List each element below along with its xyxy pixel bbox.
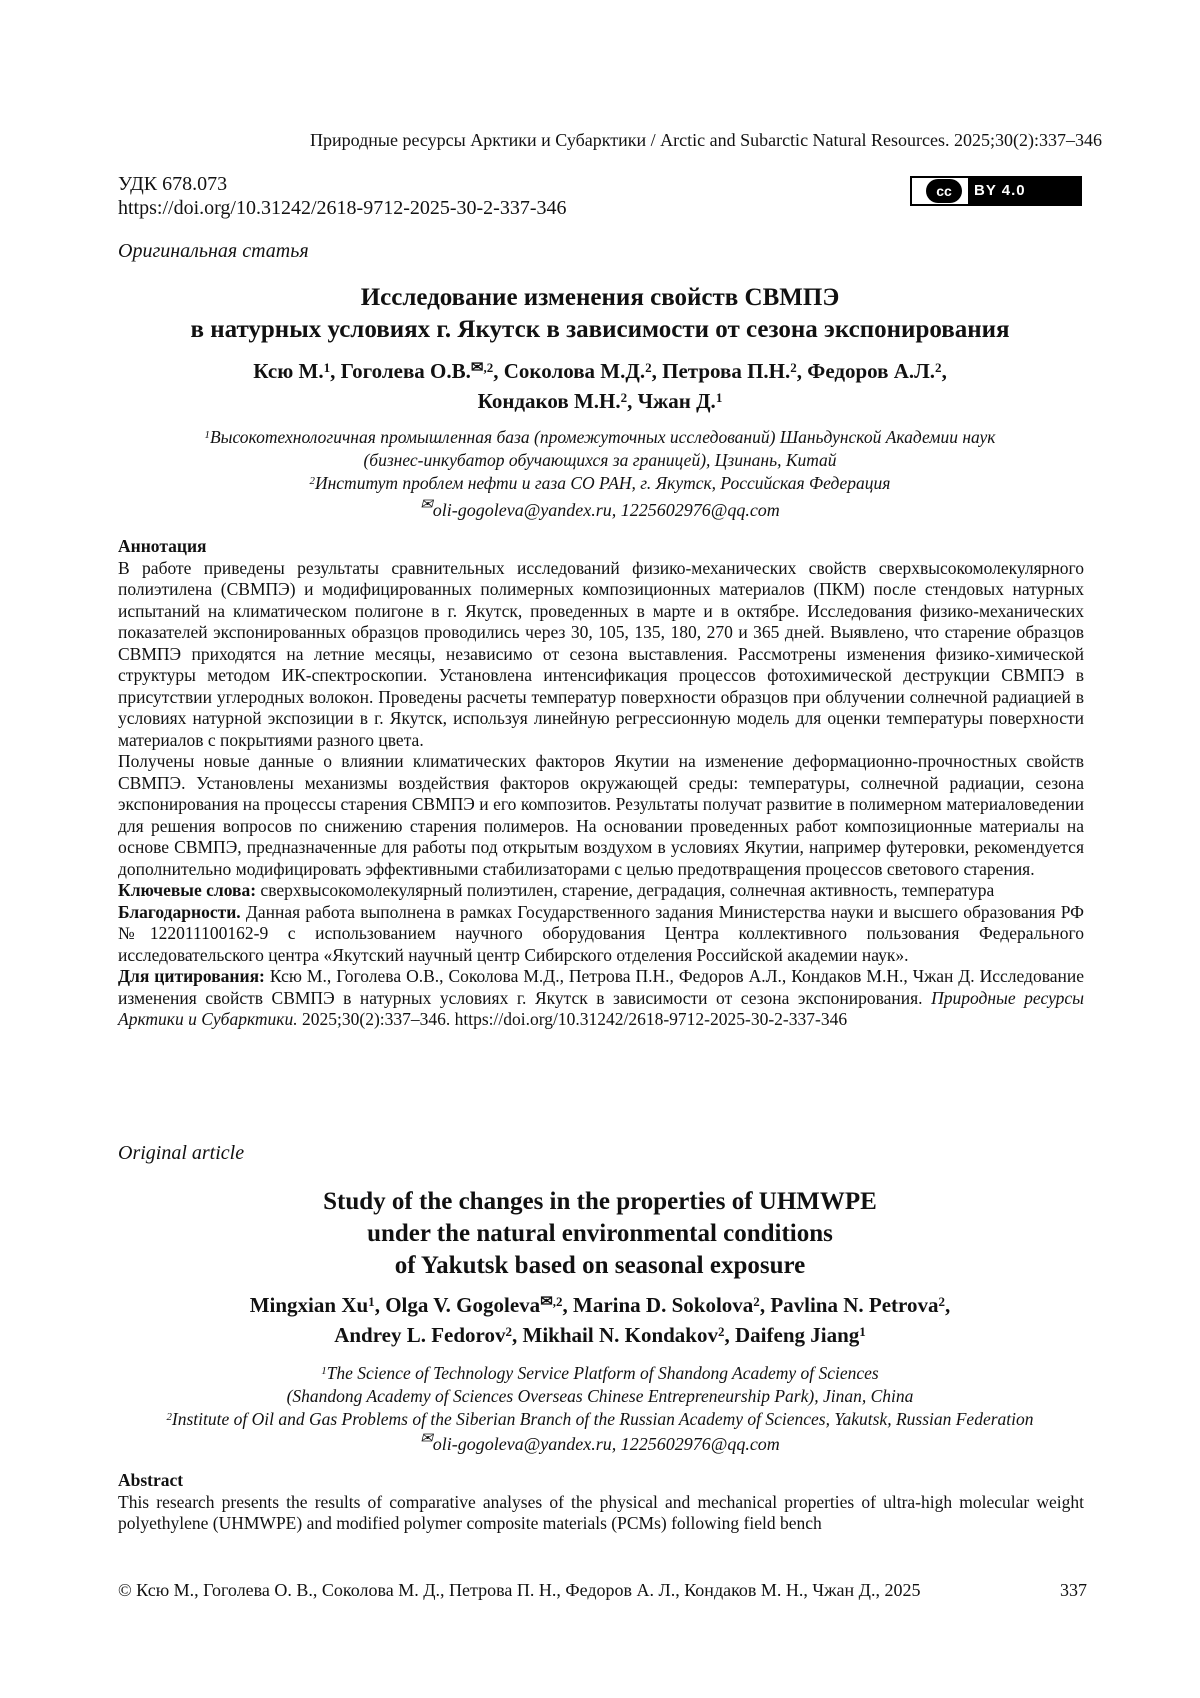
page-number: 337 (1060, 1580, 1087, 1600)
ru-abstract-block (118, 536, 1084, 1031)
abstract-paragraph: This research presents the results of comparative analyses of the physical and mechanical properties of ultra-high molecular weight polyethylene (UHMWPE) and modified polymer composite materials (PCMs) following field bench (118, 1491, 1084, 1533)
author-name: Ксю М. (253, 359, 324, 383)
ru-authors (90, 356, 1110, 416)
affiliation-line: $^2$Институт проблем нефти и газа СО РАН, г. Якутск, Российская Федерация (309, 473, 891, 493)
author-name: Гоголева О.В. (340, 359, 471, 383)
envelope-icon: ✉ (470, 360, 484, 377)
en-abstract-block (118, 1470, 1084, 1535)
ru-affiliations (90, 426, 1110, 495)
citation: Для цитирования: Ксю М., Гоголева О.В., Соколова М.Д., Петрова П.Н., Федоров А.Л., Кондаков М.Н., Чжан Д. Исследование изменения свойств СВМПЭ в натурных условиях г. Якутск в зависимости от сезона экспонирования. Природные ресурсы Арктики и Субарктики. 2025;30(2):337–346. https://doi.org/10.31242/2618-9712-2025-30-2-337-346 (118, 966, 1085, 1029)
en-title (90, 1186, 1110, 1282)
ru-authors-line: Кондаков М.Н.$^2$, Чжан Д.$^1$ (477, 389, 723, 413)
envelope-icon: ✉ (420, 1431, 433, 1448)
affiliation-line: $^1$The Science of Technology Service Platform of Shandong Academy of Sciences (321, 1363, 879, 1383)
ru-authors-line: Ксю М.$^1$, Гоголева О.В.$^{✉,2}$, Соколова М.Д.$^2$, Петрова П.Н.$^2$, Федоров А.Л.$^2$, (253, 359, 947, 383)
author-name: Федоров А.Л. (807, 359, 936, 383)
author-name: Pavlina N. Petrova (770, 1293, 939, 1317)
author-name: Andrey L. Fedorov (334, 1323, 506, 1347)
affiliation-line: (Shandong Academy of Sciences Overseas Chinese Entrepreneurship Park), Jinan, China (286, 1386, 914, 1406)
en-authors-line: Mingxian Xu$^1$, Olga V. Gogoleva$^{✉,2}$, Marina D. Sokolova$^2$, Pavlina N. Petrova$^2$, (249, 1293, 951, 1317)
author-name: Marina D. Sokolova (573, 1293, 754, 1317)
author-name: Соколова М.Д. (503, 359, 646, 383)
ru-title-line: в натурных условиях г. Якутск в зависимости от сезона экспонирования (190, 316, 1010, 343)
journal-header: Природные ресурсы Арктики и Субарктики / Arctic and Subarctic Natural Resources. 2025;30(2):337–346 (309, 130, 1102, 150)
abstract-paragraph: Получены новые данные о влиянии климатических факторов Якутии на изменение деформационно-прочностных свойств СВМПЭ. Установлены механизмы воздействия факторов окружающей среды: температуры, солнечной радиации, сезона экспонирования на процессы старения СВМПЭ и его композитов. Результаты получат развитие в полимерном материаловедении для решения вопросов по снижению старения полимеров. На основании проведенных работ композиционные материалы на основе СВМПЭ, предназначенные для работы под открытым воздухом в условиях Якутии, например футеровки, рекомендуется дополнительно модифицировать эффективными стабилизаторами с целью предотвращения процессов светового старения. (118, 751, 1084, 879)
udk-code: УДК 678.073 (118, 173, 228, 195)
affiliation-line: $^2$Institute of Oil and Gas Problems of the Siberian Branch of the Russian Academy of Sciences, Yakutsk, Russian Federation (166, 1409, 1034, 1429)
affiliation-line: (бизнес-инкубатор обучающихся за границей), Цзинань, Китай (363, 450, 837, 470)
author-name: Daifeng Jiang (735, 1323, 860, 1347)
cc-license-badge (910, 176, 1082, 206)
ru-article-type: Оригинальная статья (118, 240, 309, 262)
author-name: Чжан Д. (637, 389, 716, 413)
en-article-type: Original article (118, 1142, 245, 1164)
en-authors-line: Andrey L. Fedorov$^2$, Mikhail N. Kondakov$^2$, Daifeng Jiang$^1$ (334, 1323, 866, 1347)
author-name: Mikhail N. Kondakov (522, 1323, 718, 1347)
email-text[interactable]: oli-gogoleva@yandex.ru, 1225602976@qq.com (432, 500, 780, 520)
envelope-icon: ✉ (420, 497, 433, 514)
cc-icon: cc (926, 179, 962, 203)
author-name: Кондаков М.Н. (477, 389, 621, 413)
email-text[interactable]: oli-gogoleva@yandex.ru, 1225602976@qq.com (432, 1434, 780, 1454)
author-name: Петрова П.Н. (662, 359, 791, 383)
license-label: BY 4.0 (974, 182, 1026, 199)
en-authors (90, 1290, 1110, 1350)
en-title-line: of Yakutsk based on seasonal exposure (394, 1252, 806, 1279)
abstract-heading: Abstract (118, 1470, 184, 1490)
acknowledgements: Благодарности. Данная работа выполнена в рамках Государственного задания Министерства науки и высшего образования РФ №122011100162-9 с использованием научного оборудования Центра коллективного пользования Федерального исследовательского центра «Якутский научный центр Сибирского отделения Российской академии наук». (118, 901, 1085, 965)
ru-email (90, 497, 1110, 521)
doi-link[interactable]: https://doi.org/10.31242/2618-9712-2025-30-2-337-346 (118, 197, 567, 219)
copyright-footer: © Ксю М., Гоголева О. В., Соколова М. Д., Петрова П. Н., Федоров А. Л., Кондаков М. Н., Чжан Д., 2025 (118, 1580, 921, 1600)
author-name: Olga V. Gogoleva (385, 1293, 541, 1317)
affiliation-line: $^1$Высокотехнологичная промышленная база (промежуточных исследований) Шаньдунской Академии наук (204, 427, 996, 447)
keywords: Ключевые слова: сверхвысокомолекулярный полиэтилен, старение, деградация, солнечная активность, температура (118, 880, 995, 900)
ru-title (90, 282, 1110, 346)
author-name: Mingxian Xu (249, 1293, 369, 1317)
en-affiliations (90, 1362, 1110, 1431)
abstract-heading: Аннотация (118, 536, 207, 556)
en-email (90, 1431, 1110, 1455)
en-title-line: Study of the changes in the properties of UHMWPE (323, 1188, 877, 1215)
en-title-line: under the natural environmental conditions (367, 1220, 833, 1247)
abstract-paragraph: В работе приведены результаты сравнительных исследований физико-механических свойств сверхвысокомолекулярного полиэтилена (СВМПЭ) и модифицированных полимерных композиционных материалов (ПКМ) после стендовых натурных испытаний на климатическом полигоне в г. Якутск, проведенных в марте и в октябре. Исследования физико-механических показателей экспонированных образцов проводились через 30, 105, 135, 180, 270 и 365 дней. Выявлено, что старение образцов СВМПЭ приходятся на летние месяцы, независимо от сезона выставления. Рассмотрены изменения физико-химической структуры методом ИК-спектроскопии. Установлена интенсификация процессов фотохимической деструкции СВМПЭ в присутствии углеродных волокон. Проведены расчеты температур поверхности образцов при облучении солнечной радиацией в условиях натурной экспозиции в г. Якутск, используя линейную регрессионную модель для оценки температуры поверхности материалов с покрытиями разного цвета. (118, 557, 1084, 750)
envelope-icon: ✉ (540, 1294, 553, 1311)
ru-title-line: Исследование изменения свойств СВМПЭ (360, 284, 840, 311)
